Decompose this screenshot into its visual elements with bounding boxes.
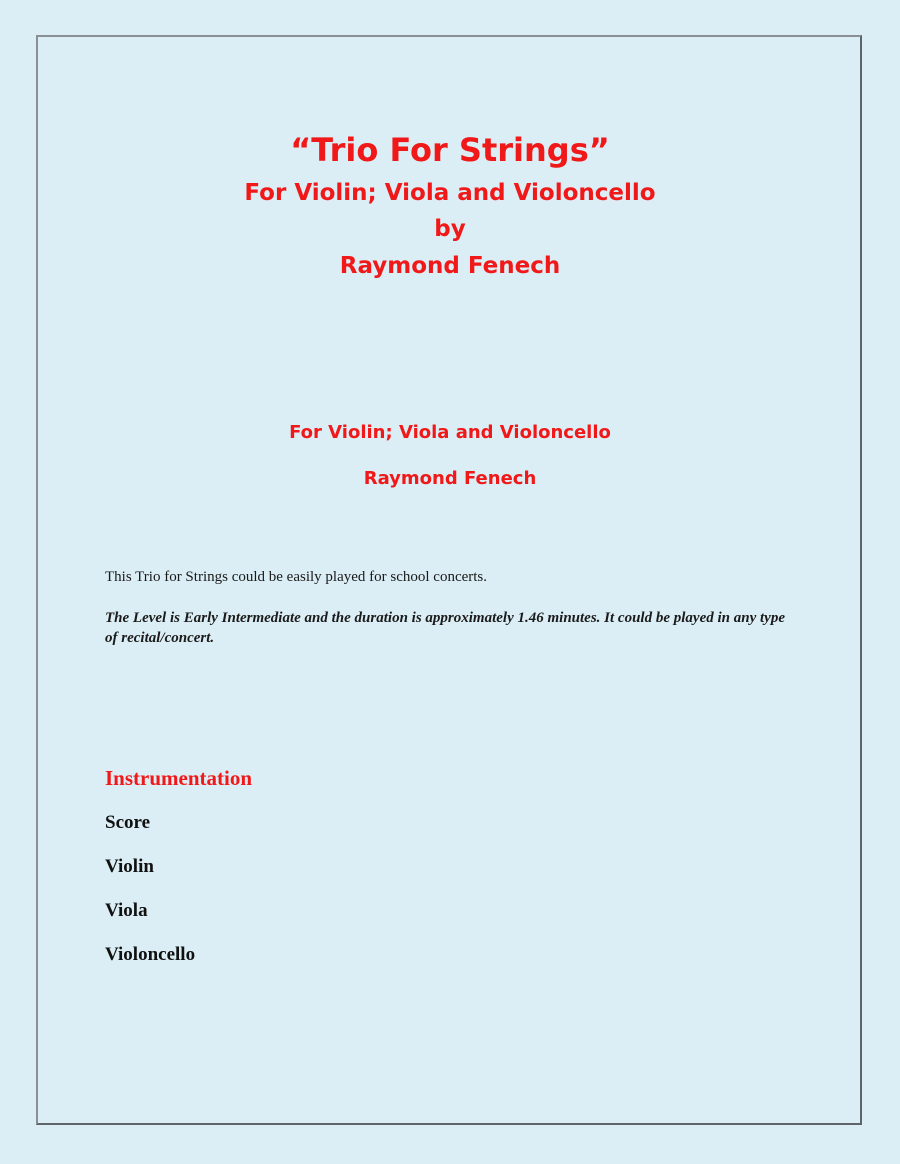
instrumentation-heading: Instrumentation (105, 766, 253, 790)
instrument-item-violoncello: Violoncello (105, 944, 196, 965)
instrument-item-score: Score (105, 812, 151, 833)
instrument-item-viola: Viola (105, 900, 148, 921)
description-line-2: The Level is Early Intermediate and the duration is approximately 1.46 minutes. It could be played in any type of recital/concert. (105, 610, 785, 646)
main-title: “Trio For Strings” (290, 131, 610, 169)
by-line: by (434, 216, 466, 242)
instrumentation-list (105, 810, 195, 986)
secondary-author: Raymond Fenech (363, 468, 537, 489)
subtitle: For Violin; Viola and Violoncello (244, 180, 656, 206)
secondary-subtitle: For Violin; Viola and Violoncello (289, 422, 611, 443)
description-line-1: This Trio for Strings could be easily played for school concerts. (105, 569, 488, 585)
author-name: Raymond Fenech (339, 253, 561, 279)
instrument-item-violin: Violin (105, 856, 154, 877)
